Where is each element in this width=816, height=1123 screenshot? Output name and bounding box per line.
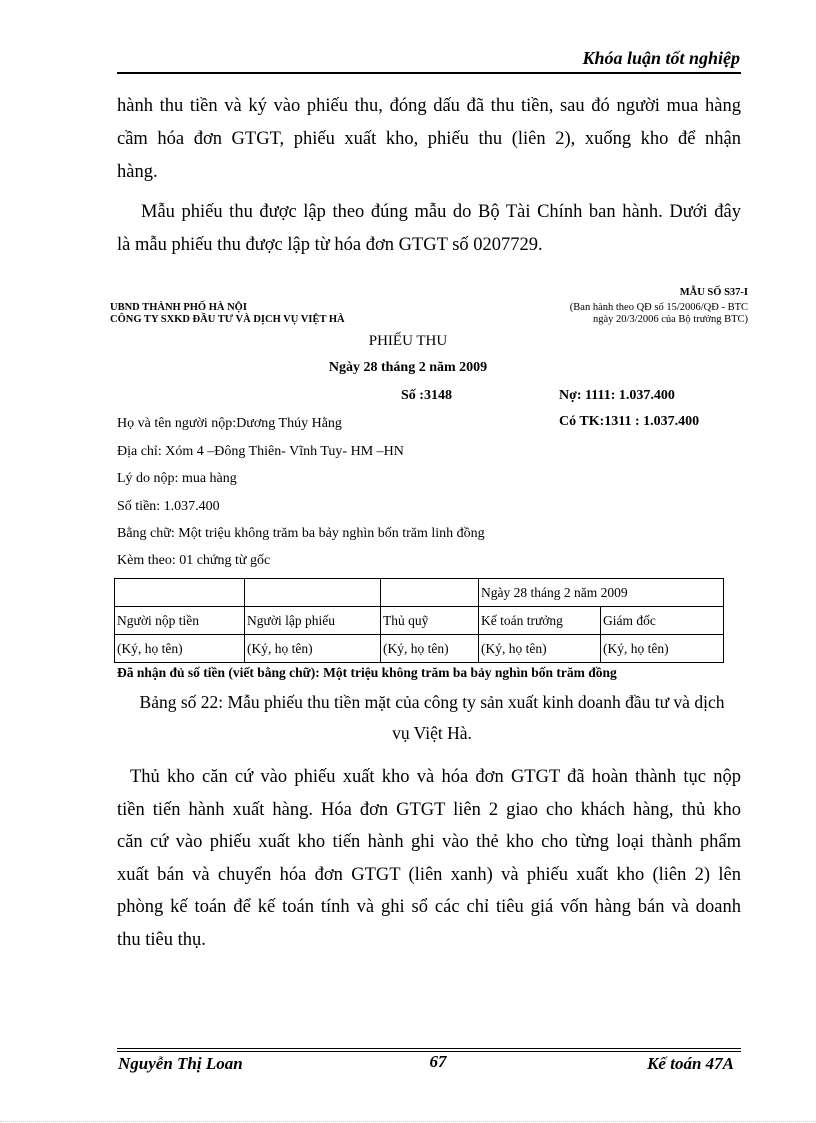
payer-name: Họ và tên người nộp:Dương Thúy Hằng (117, 416, 342, 431)
payer-address: Địa chỉ: Xóm 4 –Đông Thiên- Vĩnh Tuy- HM –HN (117, 444, 404, 459)
receipt-number: Số :3148 (401, 388, 452, 403)
attachments: Kèm theo: 01 chứng từ gốc (117, 553, 271, 568)
table-caption (108, 692, 756, 744)
table-cell (115, 579, 245, 607)
table-cell: (Ký, họ tên) (245, 635, 381, 663)
table-cell: Thủ quỹ (381, 607, 479, 635)
text-line: hàng. (117, 162, 158, 182)
header-rule (117, 72, 741, 74)
text-line: hành thu tiền và ký vào phiếu thu, đóng dấu đã thu tiền, sau đó người mua hàng (117, 96, 741, 116)
regulation-line-1: (Ban hành theo QĐ số 15/2006/QĐ - BTC (569, 302, 748, 313)
receipt-title: PHIẾU THU (368, 333, 448, 349)
text-line: Mẫu phiếu thu được lập theo đúng mẫu do Bộ Tài Chính ban hành. Dưới đây (141, 202, 741, 222)
table-cell: (Ký, họ tên) (381, 635, 479, 663)
payment-reason: Lý do nộp: mua hàng (117, 471, 237, 486)
footer-rule-1 (117, 1048, 741, 1049)
table-row (115, 579, 724, 607)
page-bottom-border (0, 1121, 816, 1122)
amount-in-words: Bằng chữ: Một triệu không trăm ba bảy nghìn bốn trăm linh đồng (117, 526, 485, 541)
table-cell: (Ký, họ tên) (479, 635, 601, 663)
received-amount-line: Đã nhận đủ số tiền (viết bằng chữ): Một triệu không trăm ba bảy nghìn bốn trăm đồng (117, 665, 617, 680)
form-code: MẪU SỐ S37-I (679, 287, 748, 298)
running-header-title: Khóa luận tốt nghiệp (582, 48, 740, 68)
table-cell (381, 579, 479, 607)
body-paragraph-2 (117, 761, 741, 956)
signature-date-cell: Ngày 28 tháng 2 năm 2009 (479, 579, 724, 607)
table-cell: Kế toán trưởng (479, 607, 601, 635)
org-line-1: UBND THÀNH PHỐ HÀ NỘI (110, 302, 247, 313)
table-cell (245, 579, 381, 607)
text-line: thu tiêu thụ. (117, 929, 206, 950)
org-name (110, 302, 345, 326)
text-line: tiền tiến hành xuất hàng. Hóa đơn GTGT liên 2 giao cho khách hàng, thủ kho (117, 799, 741, 820)
regulation-note (570, 302, 748, 326)
debit-entry: Nợ: 1111: 1.037.400 (559, 388, 675, 403)
table-row (115, 635, 724, 663)
table-cell: (Ký, họ tên) (115, 635, 245, 663)
table-cell: Người nộp tiền (115, 607, 245, 635)
credit-entry: Có TK:1311 : 1.037.400 (559, 414, 700, 429)
receipt-date: Ngày 28 tháng 2 năm 2009 (328, 360, 488, 375)
text-line: phòng kế toán để kế toán tính và ghi sổ các chỉ tiêu giá vốn hàng bán và doanh (117, 897, 741, 917)
table-cell: (Ký, họ tên) (601, 635, 724, 663)
table-cell: Người lập phiếu (245, 607, 381, 635)
table-cell: Giám đốc (601, 607, 724, 635)
text-line: là mẫu phiếu thu được lập từ hóa đơn GTGT số 0207729. (117, 235, 543, 255)
payment-amount: Số tiền: 1.037.400 (117, 499, 220, 514)
intro-paragraph-2 (117, 196, 741, 262)
text-line: cầm hóa đơn GTGT, phiếu xuất kho, phiếu thu (liên 2), xuống kho để nhận (117, 129, 741, 149)
text-line: xuất bán và chuyển hóa đơn GTGT (liên xanh) và phiếu xuất kho (liên 2) lên (117, 864, 741, 885)
caption-line-2: vụ Việt Hà. (392, 723, 472, 743)
footer-author: Nguyễn Thị Loan (118, 1054, 243, 1073)
intro-paragraph-1 (117, 90, 741, 189)
org-line-2: CÔNG TY SXKD ĐẦU TƯ VÀ DỊCH VỤ VIỆT HÀ (110, 314, 345, 325)
text-line: Thủ kho căn cứ vào phiếu xuất kho và hóa đơn GTGT đã hoàn thành tục nộp (130, 767, 741, 787)
signature-table (114, 578, 724, 663)
footer-class: Kế toán 47A (647, 1054, 734, 1073)
text-line: căn cứ vào phiếu xuất kho tiến hành ghi vào thẻ kho cho từng loại thành phẩm (117, 832, 741, 852)
caption-line-1: Bảng số 22: Mẫu phiếu thu tiền mặt của công ty sản xuất kinh doanh đầu tư và dịch (139, 692, 725, 712)
table-row (115, 607, 724, 635)
regulation-line-2: ngày 20/3/2006 của Bộ trưởng BTC) (592, 314, 748, 325)
page-number: 67 (429, 1052, 447, 1071)
